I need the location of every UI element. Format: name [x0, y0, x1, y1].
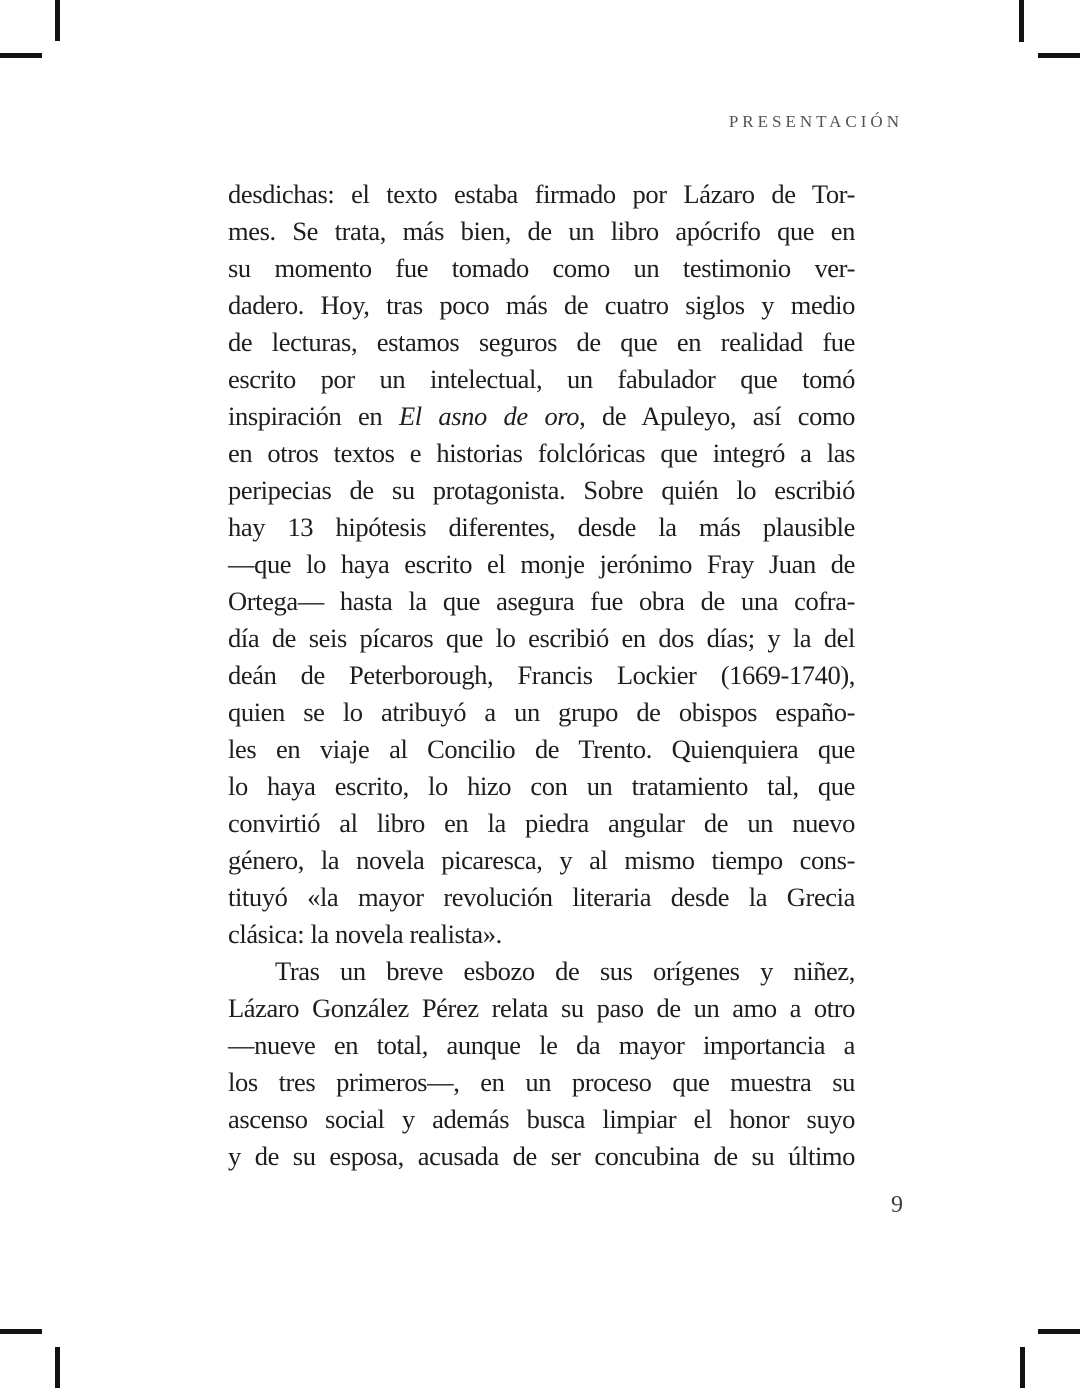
text-segment: dadero. Hoy, tras poco más de cuatro siglos y medio [228, 290, 855, 320]
text-line [228, 435, 855, 472]
text-segment: deán de Peterborough, Francis Lockier (1669-1740), [228, 660, 855, 690]
text-segment: y de su esposa, acusada de ser concubina de su último [228, 1141, 855, 1171]
text-line [228, 324, 855, 361]
text-segment: —nueve en total, aunque le da mayor importancia a [228, 1030, 855, 1060]
text-line [228, 176, 855, 213]
text-segment: tituyó «la mayor revolución literaria desde la Grecia [228, 882, 855, 912]
text-line [228, 1138, 855, 1175]
page-number: 9 [891, 1192, 903, 1218]
text-segment: peripecias de su protagonista. Sobre quién lo escribió [228, 475, 855, 505]
text-line [228, 1064, 855, 1101]
text-line [228, 916, 855, 953]
text-line [228, 953, 855, 990]
text-segment: Lázaro González Pérez relata su paso de un amo a otro [228, 993, 855, 1023]
text-segment: de lecturas, estamos seguros de que en realidad fue [228, 327, 855, 357]
text-line [228, 805, 855, 842]
text-line [228, 1101, 855, 1138]
text-line [228, 509, 855, 546]
text-segment: inspiración en [228, 401, 399, 431]
crop-mark-top-left-vertical [55, 0, 60, 41]
text-line [228, 213, 855, 250]
crop-mark-top-right-vertical [1019, 0, 1024, 42]
crop-mark-bottom-left-horizontal [0, 1329, 42, 1334]
text-segment: clásica: la novela realista». [228, 919, 502, 949]
text-line [228, 620, 855, 657]
text-segment: desdichas: el texto estaba firmado por Lázaro de Tor- [228, 179, 855, 209]
text-line [228, 546, 855, 583]
crop-mark-top-right-horizontal [1038, 53, 1080, 58]
text-segment: escrito por un intelectual, un fabulador que tomó [228, 364, 855, 394]
text-line [228, 879, 855, 916]
text-line [228, 694, 855, 731]
text-segment: quien se lo atribuyó a un grupo de obispos españo- [228, 697, 855, 727]
text-line [228, 250, 855, 287]
text-segment: Tras un breve esbozo de sus orígenes y niñez, [275, 956, 855, 986]
text-segment: los tres primeros—, en un proceso que muestra su [228, 1067, 855, 1097]
text-segment: hay 13 hipótesis diferentes, desde la más plausible [228, 512, 855, 542]
text-segment: mes. Se trata, más bien, de un libro apócrifo que en [228, 216, 855, 246]
text-line [228, 657, 855, 694]
text-segment: género, la novela picaresca, y al mismo tiempo cons- [228, 845, 855, 875]
text-segment: les en viaje al Concilio de Trento. Quienquiera que [228, 734, 855, 764]
text-segment: ascenso social y además busca limpiar el honor suyo [228, 1104, 855, 1134]
crop-mark-bottom-right-vertical [1020, 1347, 1025, 1388]
crop-mark-top-left-horizontal [0, 53, 42, 58]
crop-mark-bottom-right-horizontal [1038, 1329, 1080, 1334]
text-line [228, 731, 855, 768]
text-line [228, 287, 855, 324]
text-line [228, 990, 855, 1027]
text-line [228, 1027, 855, 1064]
text-segment: su momento fue tomado como un testimonio ver- [228, 253, 855, 283]
text-line [228, 361, 855, 398]
text-segment: convirtió al libro en la piedra angular de un nuevo [228, 808, 855, 838]
text-segment: día de seis pícaros que lo escribió en dos días; y la del [228, 623, 855, 653]
text-segment: en otros textos e historias folclóricas que integró a las [228, 438, 855, 468]
text-segment: , de Apuleyo, así como [579, 401, 856, 431]
text-line [228, 842, 855, 879]
italic-work-title: El asno de oro [398, 401, 580, 431]
text-segment: —que lo haya escrito el monje jerónimo Fray Juan de [228, 549, 855, 579]
text-line [228, 583, 855, 620]
crop-mark-bottom-left-vertical [55, 1347, 60, 1388]
text-line [228, 472, 855, 509]
text-segment: Ortega— hasta la que asegura fue obra de una cofra- [228, 586, 855, 616]
text-segment: lo haya escrito, lo hizo con un tratamiento tal, que [228, 771, 855, 801]
text-line [228, 768, 855, 805]
running-header: PRESENTACIÓN [728, 112, 903, 131]
body-text [228, 176, 855, 1175]
text-line [228, 398, 855, 435]
